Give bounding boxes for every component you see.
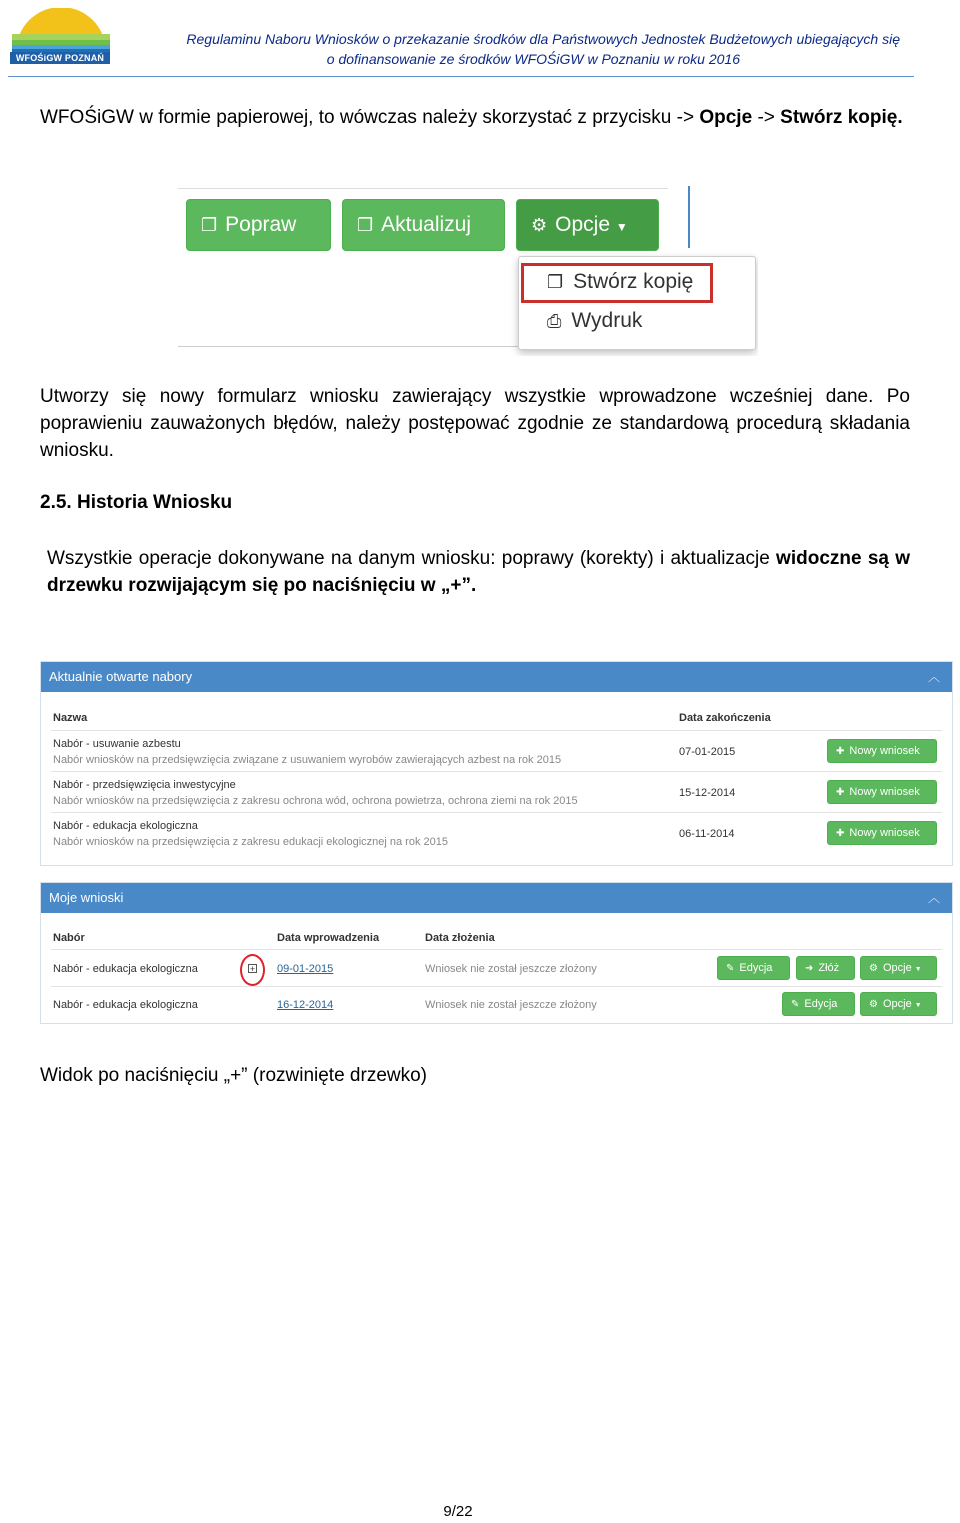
panel-my-applications-header[interactable] <box>41 883 952 913</box>
row-divider <box>51 949 942 950</box>
menu-item-print[interactable] <box>547 309 642 333</box>
submit-label: Złóż <box>818 962 840 974</box>
call-end-date: 07-01-2015 <box>679 746 736 758</box>
new-application-button[interactable] <box>827 739 937 763</box>
new-application-label: Nowy wniosek <box>849 745 920 757</box>
header-line-1: Regulaminu Naboru Wniosków o przekazanie środków dla Państwowych Jednostek Budżetowych ubiegających się <box>186 31 900 47</box>
opcje-label: Opcje <box>555 213 610 236</box>
col-header-submitted: Data złożenia <box>425 932 495 944</box>
new-application-button[interactable] <box>827 821 937 845</box>
edit-button[interactable] <box>782 992 855 1016</box>
popraw-button[interactable] <box>186 199 331 251</box>
edit-label: Edycja <box>739 962 773 974</box>
menu-item-create-copy[interactable] <box>547 270 693 294</box>
paragraph-copy-instructions <box>40 104 910 131</box>
p1-text: WFOŚiGW w formie papierowej, to wówczas należy skorzystać z przycisku -> <box>40 107 700 128</box>
caret-down-icon: ▼ <box>914 966 922 973</box>
paragraph-history <box>47 545 910 599</box>
print-icon: ⎙ <box>547 311 562 331</box>
edit-button[interactable] <box>717 956 790 980</box>
call-end-date: 06-11-2014 <box>679 828 735 840</box>
call-description: Nabór wniosków na przedsięwzięcia z zakresu ochrona wód, ochrona powietrza, ochrona ziemi na rok 2015 <box>53 795 578 807</box>
caret-down-icon: ▼ <box>615 220 628 234</box>
section-heading: 2.5. Historia Wniosku <box>40 492 233 513</box>
application-submitted-status: Wniosek nie został jeszcze złożony <box>425 999 597 1011</box>
plus-icon: ✚ <box>836 828 845 839</box>
panel-open-calls <box>40 661 953 866</box>
call-name: Nabór - edukacja ekologiczna <box>53 820 198 832</box>
options-label: Opcje <box>882 962 912 974</box>
edit-icon: ✎ <box>726 963 735 974</box>
plus-icon: ✚ <box>836 746 845 757</box>
page-number: 9/22 <box>443 1503 473 1520</box>
shot1-bottom-rule <box>178 346 518 347</box>
application-call-name: Nabór - edukacja ekologiczna <box>53 999 198 1011</box>
call-description: Nabór wniosków na przedsięwzięcia z zakresu edukacji ekologicznej na rok 2015 <box>53 836 448 848</box>
col-header-end-date: Data zakończenia <box>679 712 771 724</box>
logo-caption: WFOŚiGW POZNAŃ <box>10 52 110 64</box>
application-entered-date[interactable]: 16-12-2014 <box>277 999 334 1011</box>
shot1-side-rule <box>688 186 690 248</box>
aktualizuj-button[interactable] <box>342 199 505 251</box>
menu-copy-label: Stwórz kopię <box>573 270 694 293</box>
menu-print-label: Wydruk <box>571 309 643 332</box>
p3-bold: widoczne są w drzewku rozwijającym się po naciśnięciu w „+”. <box>47 548 911 596</box>
plus-icon: ✚ <box>836 787 845 798</box>
new-application-label: Nowy wniosek <box>849 786 920 798</box>
panel-my-applications <box>40 882 953 1024</box>
call-end-date: 15-12-2014 <box>679 787 736 799</box>
options-button[interactable] <box>860 992 937 1016</box>
opcje-button[interactable] <box>516 199 659 251</box>
p3-text: Wszystkie operacje dokonywane na danym wniosku: poprawy (korekty) i aktualizacje <box>47 548 777 569</box>
edit-icon: ✎ <box>791 999 800 1010</box>
caret-down-icon: ▼ <box>914 1002 922 1009</box>
call-name: Nabór - usuwanie azbestu <box>53 738 181 750</box>
gear-icon: ⚙ <box>531 215 548 235</box>
chevron-up-icon[interactable]: ︿ <box>927 891 940 905</box>
copy-icon: ❐ <box>357 215 374 235</box>
shot1-top-rule <box>178 188 668 189</box>
options-dropdown-menu <box>518 256 756 350</box>
paragraph-new-form: Utworzy się nowy formularz wniosku zawierający wszystkie wprowadzone wcześniej dane. Po poprawieniu zauważonych błędów, należy postępować zgodnie ze standardową procedurą składania wniosku. <box>40 386 910 461</box>
submit-icon: ➜ <box>805 963 814 974</box>
row-divider <box>51 730 942 731</box>
panel-open-calls-title: Aktualnie otwarte nabory <box>49 669 193 684</box>
p1-arrow: -> <box>752 107 781 128</box>
options-label: Opcje <box>882 998 912 1010</box>
application-call-name: Nabór - edukacja ekologiczna <box>53 963 198 975</box>
aktualizuj-label: Aktualizuj <box>381 213 472 236</box>
row-divider <box>51 771 942 772</box>
col-header-nabor: Nabór <box>53 932 85 944</box>
p1-bold-opcje: Opcje <box>699 107 753 128</box>
p1-bold-stworz: Stwórz kopię. <box>780 107 903 128</box>
call-name: Nabór - przedsięwzięcia inwestycyjne <box>53 779 236 791</box>
screenshot-options-menu <box>178 186 758 356</box>
paragraph-expanded-tree-caption: Widok po naciśnięciu „+” (rozwinięte drzewko) <box>40 1065 428 1086</box>
copy-icon: ❐ <box>201 215 218 235</box>
application-submitted-status: Wniosek nie został jeszcze złożony <box>425 963 597 975</box>
options-button[interactable] <box>860 956 937 980</box>
edit-label: Edycja <box>804 998 838 1010</box>
panel-open-calls-header[interactable] <box>41 662 952 692</box>
header-line-2: o dofinansowanie ze środków WFOŚiGW w Poznaniu w roku 2016 <box>326 51 740 67</box>
panel-my-applications-title: Moje wnioski <box>49 890 124 905</box>
copy-icon: ❐ <box>547 272 564 292</box>
application-entered-date[interactable]: 09-01-2015 <box>277 963 334 975</box>
submit-button[interactable] <box>796 956 855 980</box>
row-divider <box>51 986 942 987</box>
header-divider <box>8 76 914 77</box>
expand-plus-icon[interactable]: + <box>249 964 256 974</box>
new-application-button[interactable] <box>827 780 937 804</box>
call-description: Nabór wniosków na przedsięwzięcia związane z usuwaniem wyrobów zawierających azbest na rok 2015 <box>53 754 562 766</box>
col-header-name: Nazwa <box>53 712 88 724</box>
gear-icon: ⚙ <box>869 999 878 1010</box>
chevron-up-icon[interactable]: ︿ <box>927 670 940 684</box>
row-divider <box>51 812 942 813</box>
popraw-label: Popraw <box>225 213 297 236</box>
col-header-entered: Data wprowadzenia <box>277 932 380 944</box>
gear-icon: ⚙ <box>869 963 878 974</box>
new-application-label: Nowy wniosek <box>849 827 920 839</box>
